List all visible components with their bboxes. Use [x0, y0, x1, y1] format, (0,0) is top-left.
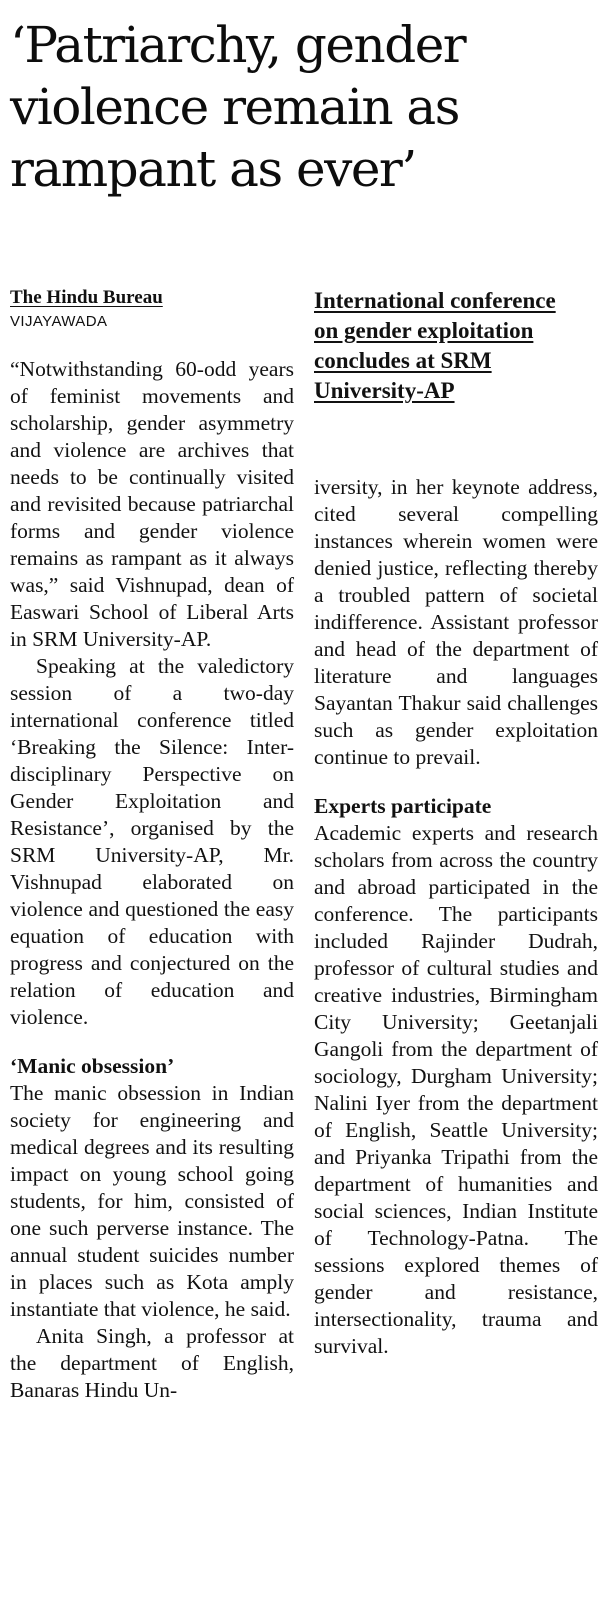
paragraph-3: The manic obsession in Indian society for engineering and medical degrees and its resulting impact on young school going students, for him, consisted of one such perverse instance. The annual student suicides number in places such as Kota amply instantiate that violence, he said.	[10, 1081, 294, 1321]
deck-headline: International conference on gender exploitation concludes at SRM University-AP	[314, 288, 556, 403]
left-column	[10, 286, 294, 1404]
paragraph-4: Anita Singh, a professor at the department of English, Banaras Hindu Un-	[10, 1324, 294, 1402]
right-column	[314, 286, 598, 1360]
paragraph-5: iversity, in her keynote address, cited several compelling instances wherein women were denied justice, reflecting thereby a troubled pattern of societal indifference. Assistant professor and head of the department of literature and languages Sayantan Thakur said challenges such as gender exploitation continue to prevail.	[314, 475, 598, 769]
paragraph-6: Academic experts and research scholars from across the country and abroad participated in the conference. The participants included Rajinder Dudrah, professor of cultural studies and creative industries, Birmingham City University; Geetanjali Gangoli from the department of sociology, Durgham University; Nalini Iyer from the department of English, Seattle University; and Priyanka Tripathi from the department of humanities and social sciences, Indian Institute of Technology-Patna. The sessions explored themes of gender and resistance, intersectionality, trauma and survival.	[314, 821, 598, 1358]
paragraph-1: “Notwithstanding 60-odd years of feminist movements and scholarship, gender asymmetry and violence are archives that needs to be continually visited and revisited because patriarchal forms and gender violence remains as rampant as it always was,” said Vishnupad, dean of Easwari School of Liberal Arts in SRM University-AP.	[10, 357, 294, 651]
byline: The Hindu Bureau	[10, 287, 163, 308]
subhead-experts-participate: Experts participate	[314, 794, 492, 818]
dateline: VIJAYAWADA	[10, 313, 108, 330]
headline: ‘Patriarchy, gender violence remain as rampant as ever’	[10, 16, 466, 198]
subhead-manic-obsession: ‘Manic obsession’	[10, 1054, 175, 1078]
paragraph-2: Speaking at the valedictory session of a two-day international conference titled ‘Breaking the Silence: Inter-disciplinary Perspective on Gender Exploitation and Resistance’, organised by the SRM University-AP, Mr. Vishnupad elaborated on violence and questioned the easy equation of education with progress and conjectured on the relation of education and violence.	[10, 654, 294, 1029]
